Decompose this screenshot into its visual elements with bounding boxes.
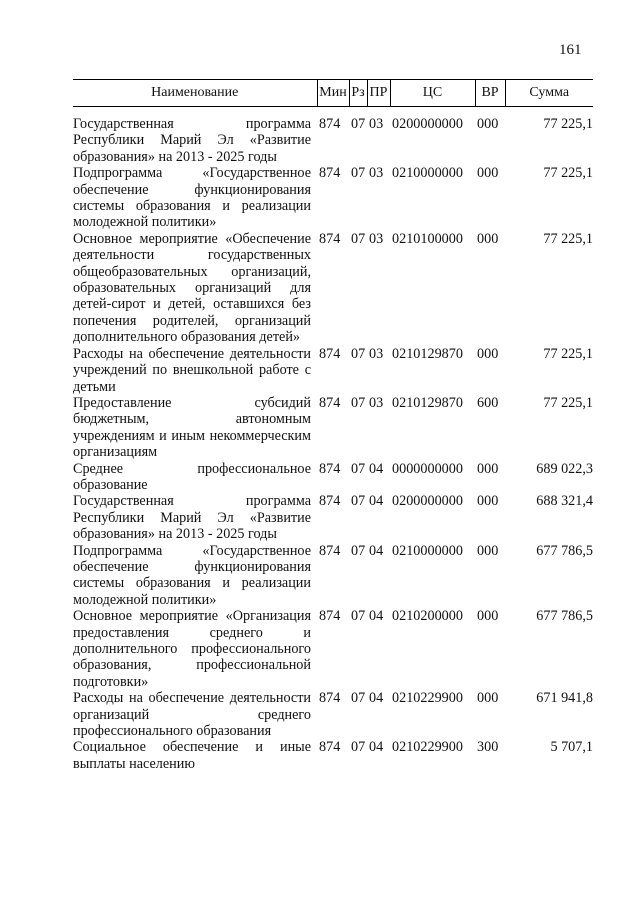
cell-cs: 0200000000 xyxy=(392,116,463,132)
cell-pr: 04 xyxy=(369,493,384,510)
table-row xyxy=(73,231,593,346)
cell-rz: 07 xyxy=(351,542,366,559)
cell-sum: 77 225,1 xyxy=(543,116,593,132)
cell-sum: 689 022,3 xyxy=(536,460,593,477)
cell-name: Предоставление субсидий бюджетным, автономным учреждениям и иным некоммерческим организациям xyxy=(73,394,311,461)
table-row xyxy=(73,493,593,542)
table-row xyxy=(73,608,593,690)
header-rz: Рз xyxy=(349,80,367,107)
cell-sum: 77 225,1 xyxy=(543,394,593,411)
header-pr: ПР xyxy=(367,80,390,107)
table-row xyxy=(73,739,593,772)
header-min: Мин xyxy=(317,80,349,107)
table-body xyxy=(73,107,593,773)
header-cs: ЦС xyxy=(390,80,475,107)
cell-pr: 03 xyxy=(369,116,384,132)
cell-name: Основное мероприятие «Обеспечение деятельности государственных общеобразовательных организаций, образовательных организаций для детей-сирот и детей, оставшихся без попечения родителей, организаций дополнительного образования детей» xyxy=(73,230,311,346)
cell-rz: 07 xyxy=(351,739,366,756)
cell-min: 874 xyxy=(319,493,341,510)
cell-cs: 0210000000 xyxy=(392,165,463,182)
cell-rz: 07 xyxy=(351,165,366,182)
table-row xyxy=(73,690,593,739)
cell-name: Основное мероприятие «Организация предоставления среднего и дополнительного профессионального образования, профессиональной подготовки» xyxy=(73,608,311,690)
cell-rz: 07 xyxy=(351,690,366,707)
cell-name: Подпрограмма «Государственное обеспечение функционирования системы образования и реализации молодежной политики» xyxy=(73,165,311,231)
cell-sum: 671 941,8 xyxy=(536,690,593,707)
header-sum: Сумма xyxy=(505,80,593,107)
cell-min: 874 xyxy=(319,116,341,132)
table-row xyxy=(73,395,593,461)
table-row xyxy=(73,116,593,165)
cell-rz: 07 xyxy=(351,116,366,132)
cell-vr: 000 xyxy=(477,116,499,132)
cell-pr: 04 xyxy=(369,608,384,625)
cell-min: 874 xyxy=(319,394,341,411)
cell-name: Подпрограмма «Государственное обеспечение функционирования системы образования и реализации молодежной политики» xyxy=(73,542,311,608)
cell-rz: 07 xyxy=(351,460,366,477)
cell-vr: 000 xyxy=(477,493,499,510)
budget-table-container xyxy=(73,79,593,772)
cell-name: Социальное обеспечение и иные выплаты населению xyxy=(73,739,311,772)
cell-vr: 000 xyxy=(477,165,499,182)
cell-rz: 07 xyxy=(351,493,366,510)
cell-pr: 04 xyxy=(369,739,384,756)
cell-sum: 688 321,4 xyxy=(536,493,593,510)
page-number: 161 xyxy=(559,42,582,58)
cell-cs: 0210229900 xyxy=(392,739,463,756)
cell-vr: 300 xyxy=(477,739,499,756)
cell-sum: 677 786,5 xyxy=(536,542,593,559)
cell-min: 874 xyxy=(319,739,341,756)
cell-cs: 0210000000 xyxy=(392,542,463,559)
cell-pr: 04 xyxy=(369,460,384,477)
cell-vr: 000 xyxy=(477,230,499,247)
cell-rz: 07 xyxy=(351,345,366,362)
cell-name: Расходы на обеспечение деятельности организаций среднего профессионального образования xyxy=(73,690,311,740)
cell-cs: 0210129870 xyxy=(392,345,463,362)
cell-name: Расходы на обеспечение деятельности учреждений по внешкольной работе с детьми xyxy=(73,345,311,395)
cell-rz: 07 xyxy=(351,608,366,625)
cell-min: 874 xyxy=(319,542,341,559)
cell-pr: 03 xyxy=(369,165,384,182)
table-row xyxy=(73,346,593,395)
cell-pr: 03 xyxy=(369,394,384,411)
cell-vr: 000 xyxy=(477,345,499,362)
cell-vr: 000 xyxy=(477,608,499,625)
cell-pr: 03 xyxy=(369,345,384,362)
table-row xyxy=(73,543,593,609)
cell-sum: 677 786,5 xyxy=(536,608,593,625)
cell-pr: 03 xyxy=(369,230,384,247)
table-row xyxy=(73,165,593,231)
cell-cs: 0210229900 xyxy=(392,690,463,707)
cell-pr: 04 xyxy=(369,690,384,707)
cell-min: 874 xyxy=(319,460,341,477)
header-spacer xyxy=(73,107,593,117)
cell-sum: 77 225,1 xyxy=(543,230,593,247)
cell-name: Государственная программа Республики Марий Эл «Развитие образования» на 2013 - 2025 годы xyxy=(73,116,311,165)
cell-cs: 0210129870 xyxy=(392,394,463,411)
cell-min: 874 xyxy=(319,690,341,707)
cell-sum: 77 225,1 xyxy=(543,345,593,362)
cell-pr: 04 xyxy=(369,542,384,559)
cell-min: 874 xyxy=(319,230,341,247)
header-vr: ВР xyxy=(475,80,505,107)
cell-rz: 07 xyxy=(351,394,366,411)
cell-vr: 600 xyxy=(477,394,499,411)
cell-cs: 0210200000 xyxy=(392,608,463,625)
cell-vr: 000 xyxy=(477,460,499,477)
cell-name: Государственная программа Республики Марий Эл «Развитие образования» на 2013 - 2025 годы xyxy=(73,493,311,543)
cell-sum: 5 707,1 xyxy=(550,739,593,756)
cell-min: 874 xyxy=(319,608,341,625)
cell-vr: 000 xyxy=(477,690,499,707)
cell-cs: 0000000000 xyxy=(392,460,463,477)
table-row xyxy=(73,461,593,494)
cell-vr: 000 xyxy=(477,542,499,559)
cell-min: 874 xyxy=(319,165,341,182)
cell-min: 874 xyxy=(319,345,341,362)
header-name: Наименование xyxy=(73,80,317,107)
cell-sum: 77 225,1 xyxy=(543,165,593,182)
cell-cs: 0200000000 xyxy=(392,493,463,510)
table-header-row xyxy=(73,80,593,107)
cell-name: Среднее профессиональное образование xyxy=(73,460,311,493)
budget-table xyxy=(73,79,593,772)
cell-cs: 0210100000 xyxy=(392,230,463,247)
cell-rz: 07 xyxy=(351,230,366,247)
